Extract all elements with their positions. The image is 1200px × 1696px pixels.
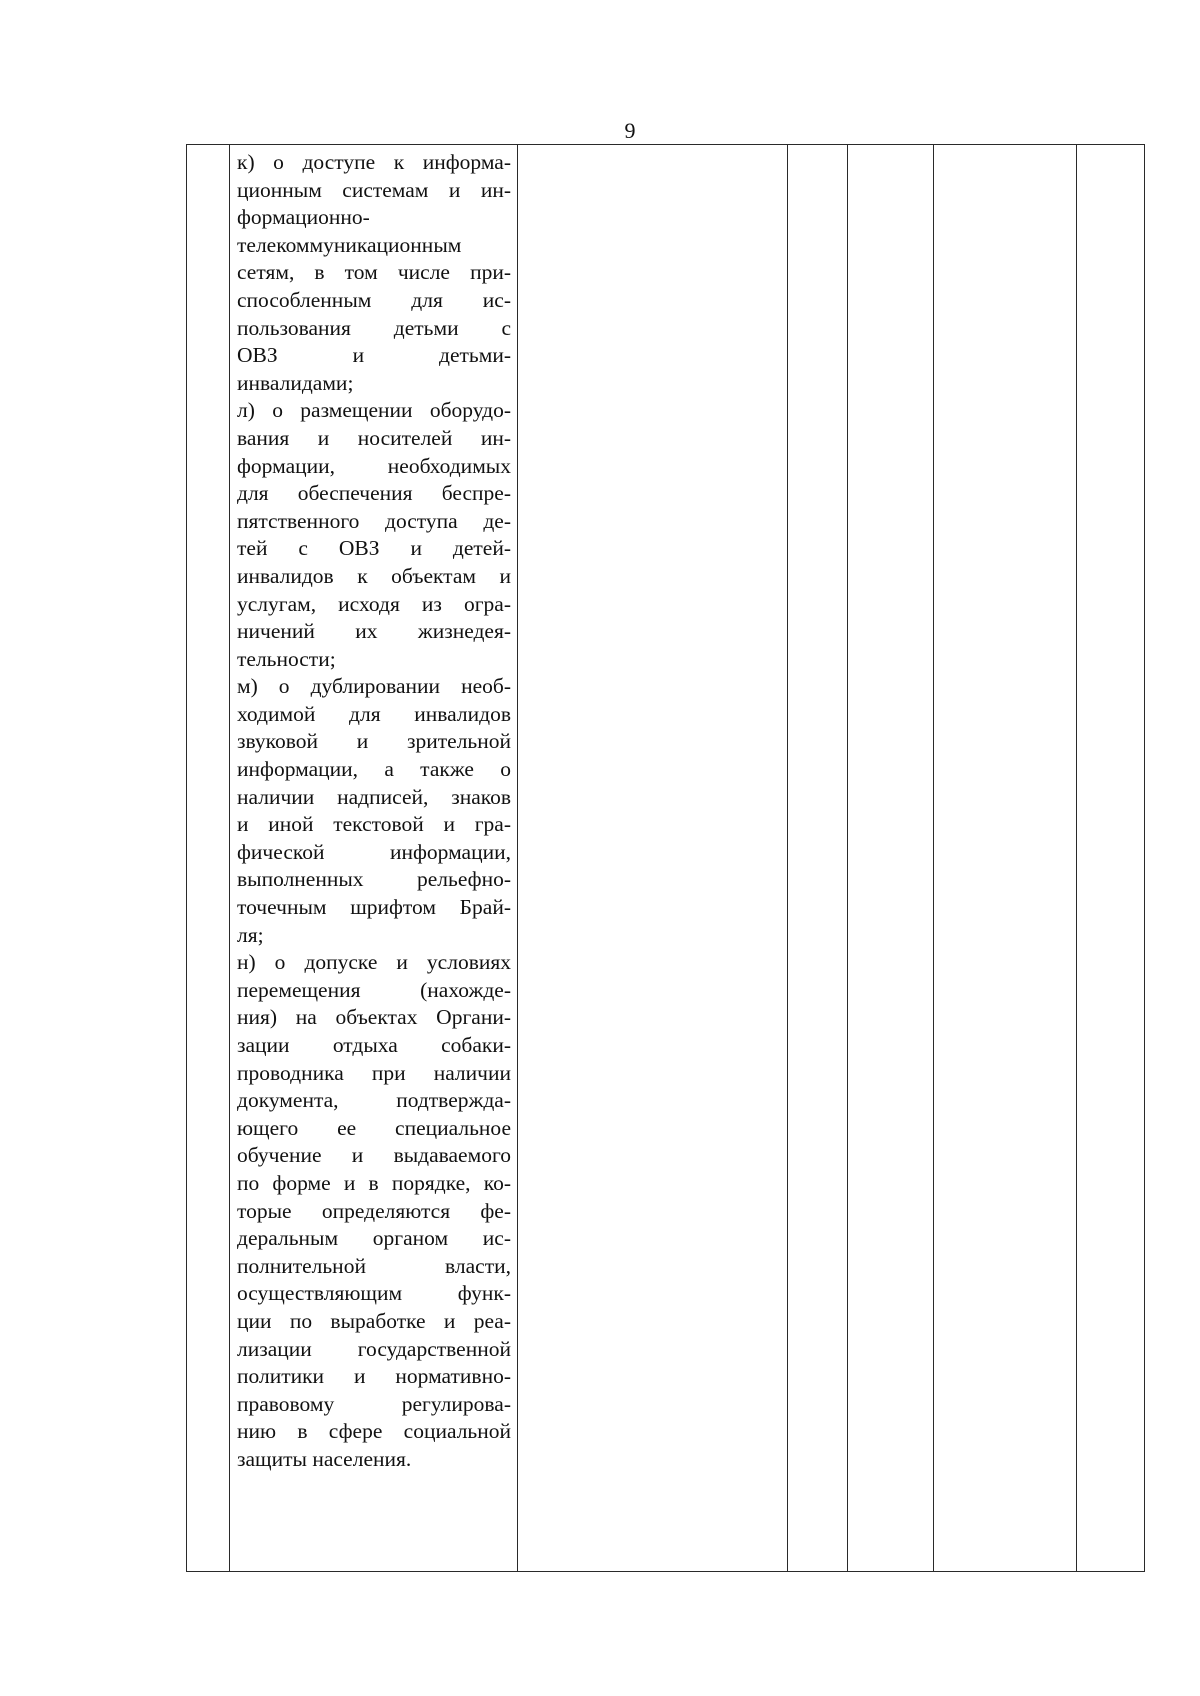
text-line: политики и нормативно- (237, 1364, 511, 1389)
text-line: точечным шрифтом Брай- (237, 895, 511, 920)
text-line: фической информации, (237, 839, 511, 864)
text-line: ния) на объектах Органи- (237, 1005, 511, 1030)
column-divider-1 (229, 145, 230, 1571)
text-line: звуковой и зрительной (237, 729, 511, 754)
text-line: обучение и выдаваемого (237, 1143, 511, 1168)
text-line: ничений их жизнедея- (237, 619, 511, 644)
text-line: ционным системам и ин- (237, 177, 511, 202)
text-line: правовому регулирова- (237, 1391, 511, 1416)
text-line: ции по выработке и реа- (237, 1308, 511, 1333)
text-line: торые определяются фе- (237, 1198, 511, 1223)
text-line: наличии надписей, знаков (237, 784, 511, 809)
text-line: пользования детьми с (237, 315, 511, 340)
text-line: тельности; (237, 646, 336, 671)
text-line: проводника при наличии (237, 1060, 511, 1085)
document-table (186, 144, 1145, 1572)
text-line: н) о допуске и условиях (237, 950, 511, 975)
text-line: способленным для ис- (237, 287, 511, 312)
text-line: перемещения (нахожде- (237, 977, 511, 1002)
text-line: осуществляющим функ- (237, 1281, 511, 1306)
text-line: нию в сфере социальной (237, 1419, 511, 1444)
text-line: инвалидами; (237, 370, 354, 395)
text-line: к) о доступе к информа- (237, 150, 511, 174)
column-divider-3 (787, 145, 788, 1571)
text-line: документа, подтвержда- (237, 1088, 511, 1113)
text-line: ОВЗ и детьми- (237, 343, 511, 368)
text-line: информации, а также о (237, 757, 511, 782)
text-line: ющего ее специальное (237, 1115, 511, 1140)
text-line: выполненных рельефно- (237, 867, 511, 892)
text-line: защиты населения. (237, 1446, 412, 1471)
text-line: для обеспечения беспре- (237, 481, 511, 506)
text-line: услугам, исходя из огра- (237, 591, 511, 616)
text-line: по форме и в порядке, ко- (237, 1170, 511, 1195)
text-line: полнительной власти, (237, 1253, 511, 1278)
text-line: лизации государственной (237, 1336, 511, 1361)
text-line: формационно- (237, 205, 370, 230)
column-divider-4 (847, 145, 848, 1571)
text-line: инвалидов к объектам и (237, 563, 511, 588)
text-line: м) о дублировании необ- (237, 674, 511, 699)
column-divider-5 (933, 145, 934, 1571)
text-line: вания и носителей ин- (237, 425, 511, 450)
column-divider-6 (1076, 145, 1077, 1571)
text-line: пятственного доступа де- (237, 508, 511, 533)
text-line: ходимой для инвалидов (237, 701, 511, 726)
text-line: формации, необходимых (237, 453, 511, 478)
text-line: зации отдыха собаки- (237, 1033, 511, 1057)
text-line: и иной текстовой и гра- (237, 812, 511, 837)
text-line: л) о размещении оборудо- (237, 398, 511, 423)
text-line: сетям, в том числе при- (237, 260, 511, 285)
text-line: тей с ОВЗ и детей- (237, 536, 511, 561)
page-number: 9 (624, 118, 636, 143)
text-line: деральным органом ис- (237, 1226, 511, 1251)
table-text-cell (237, 149, 511, 1474)
column-divider-2 (517, 145, 518, 1571)
text-line: ля; (237, 922, 264, 947)
text-line: телекоммуникационным (237, 232, 462, 257)
